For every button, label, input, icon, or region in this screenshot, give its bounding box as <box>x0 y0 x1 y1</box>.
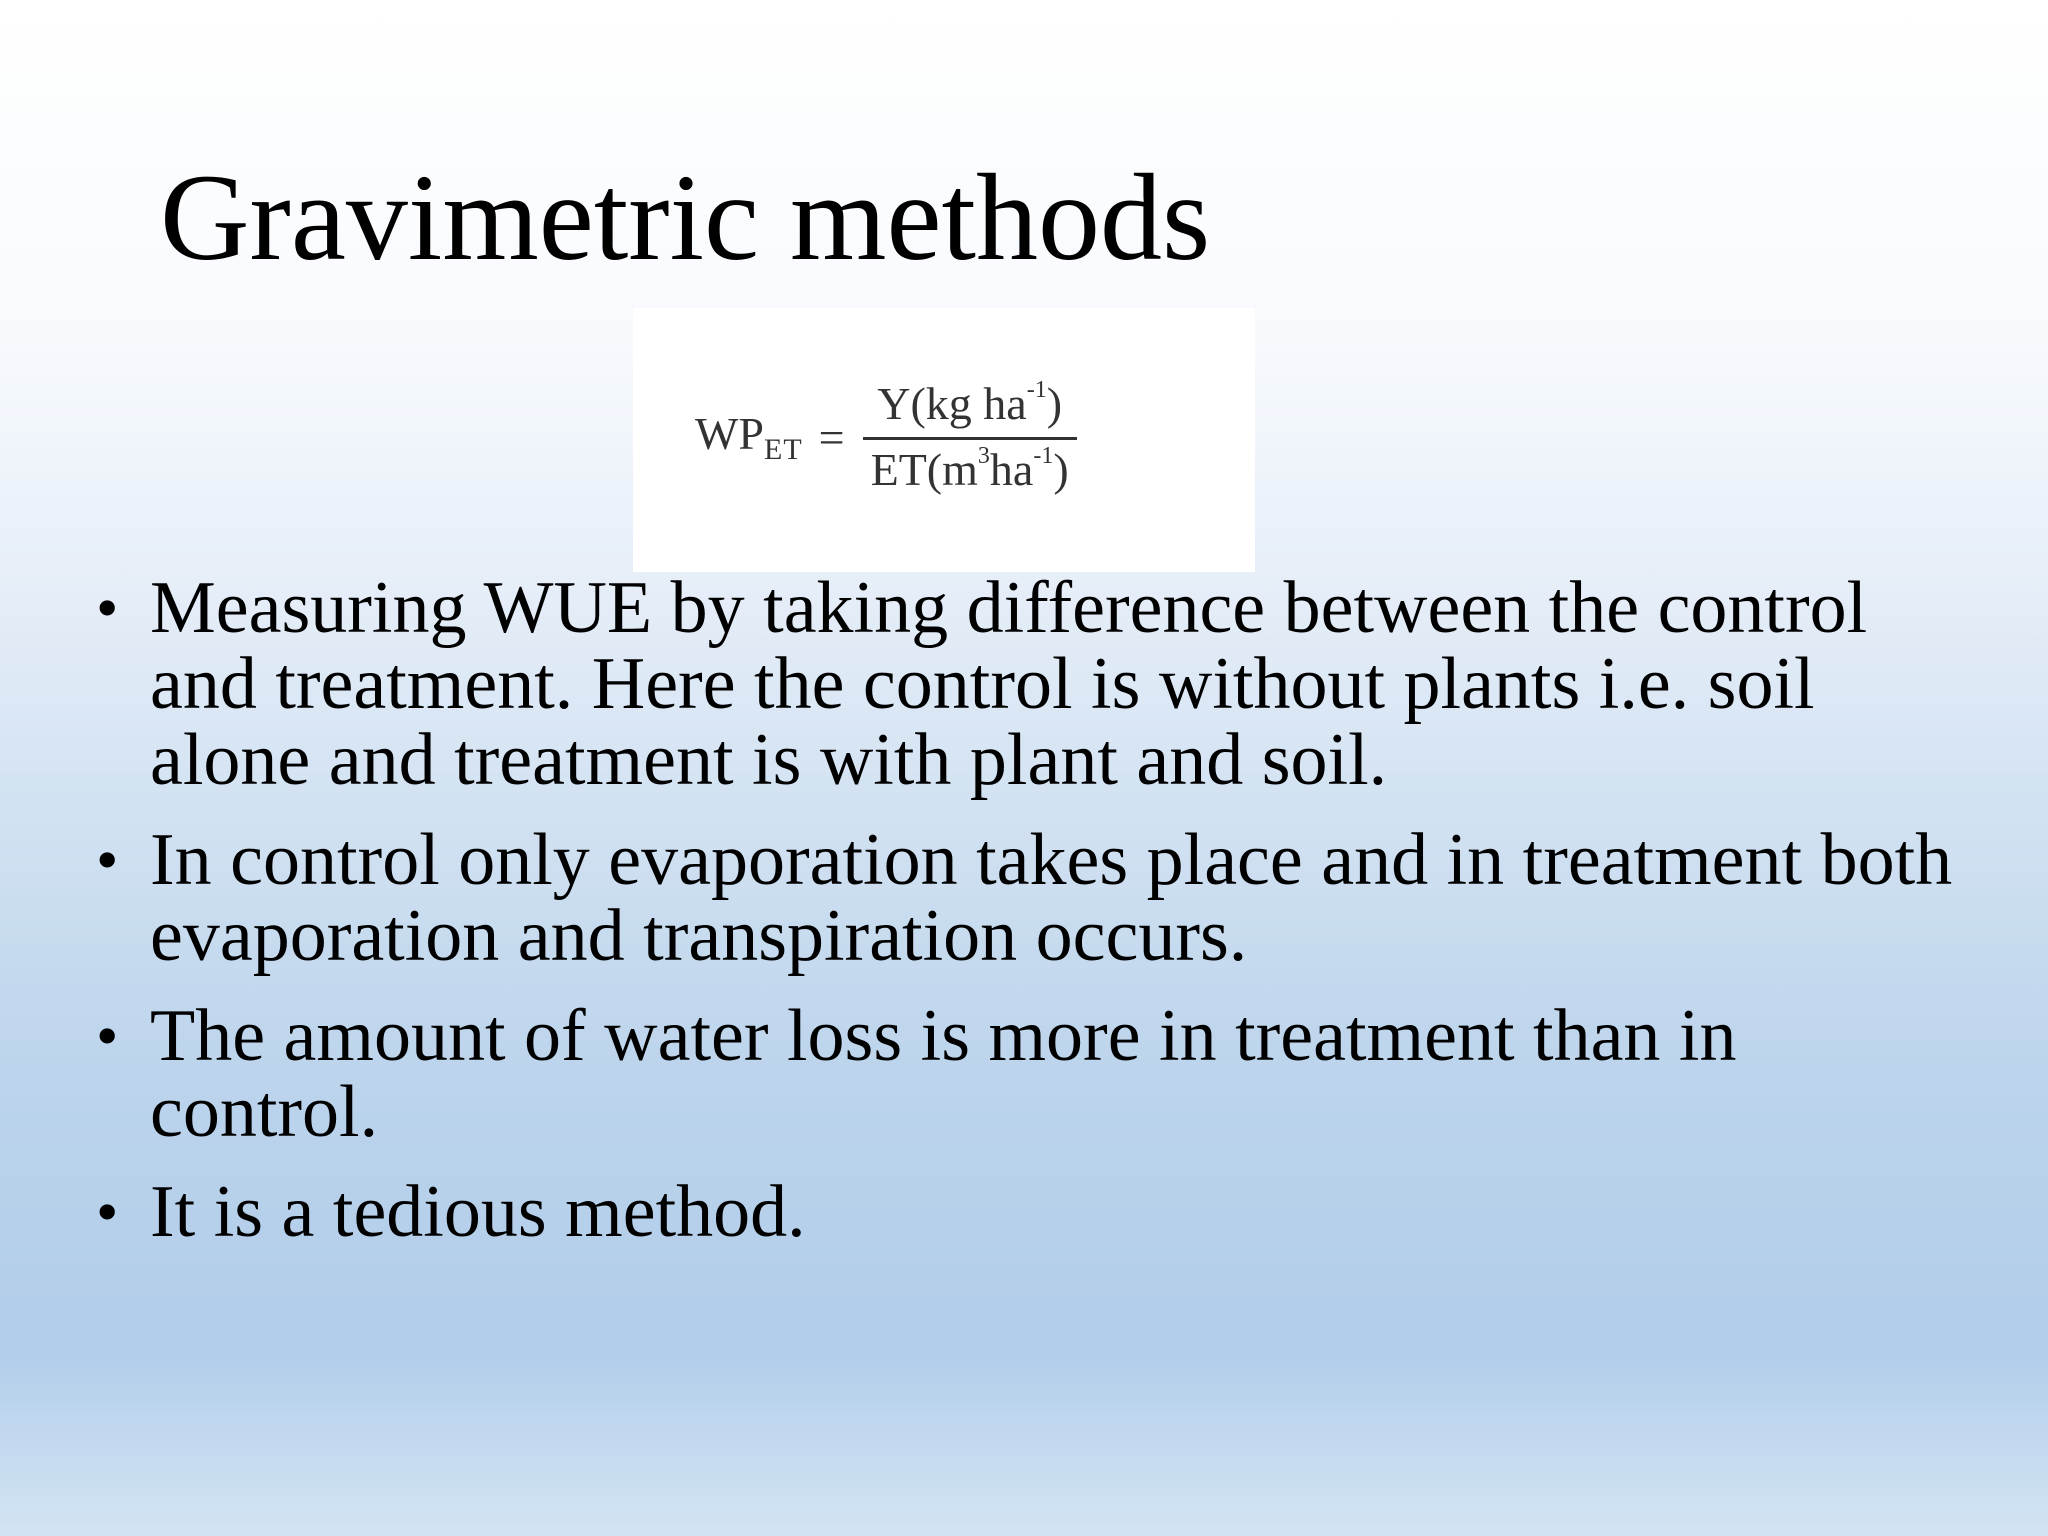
formula-lhs-main: WP <box>695 408 764 460</box>
formula-numerator <box>869 378 1070 437</box>
numerator-exponent: -1 <box>1026 377 1047 403</box>
water-productivity-formula <box>695 378 1077 497</box>
formula-lhs-subscript: ET <box>764 433 803 467</box>
denominator-exponent-cubed: 3 <box>977 442 990 469</box>
bullet-text: In control only evaporation takes place and in treatment both evaporation and transpiration occurs. <box>150 819 1953 977</box>
formula-fraction <box>863 378 1077 497</box>
denominator-close-paren: ) <box>1053 443 1069 495</box>
denominator-exponent: -1 <box>1033 442 1054 469</box>
bullet-text: The amount of water loss is more in treatment than in control. <box>150 995 1737 1153</box>
numerator-text: Y(kg ha <box>877 378 1027 429</box>
bullet-text: Measuring WUE by taking difference between the control and treatment. Here the control is without plants i.e. soil alone and treatment is with plant and soil. <box>150 567 1868 801</box>
bullet-marker: • <box>96 1000 119 1071</box>
bullet-marker: • <box>96 572 119 643</box>
formula-equals: = <box>818 411 845 463</box>
bullet-list <box>96 567 1976 1274</box>
formula-denominator <box>863 440 1077 497</box>
slide-title: Gravimetric methods <box>160 149 1211 286</box>
bullet-item <box>96 1171 1976 1253</box>
formula-lhs <box>695 407 803 467</box>
bullet-marker: • <box>96 1176 119 1247</box>
formula-image <box>633 308 1255 572</box>
denominator-unit: ha <box>989 443 1034 495</box>
bullet-text: It is a tedious method. <box>150 1171 806 1253</box>
bullet-item <box>96 567 1976 801</box>
bullet-item <box>96 995 1976 1153</box>
bullet-item <box>96 819 1976 977</box>
numerator-close-paren: ) <box>1046 378 1063 429</box>
denominator-text: ET(m <box>870 443 978 495</box>
bullet-marker: • <box>96 824 119 895</box>
